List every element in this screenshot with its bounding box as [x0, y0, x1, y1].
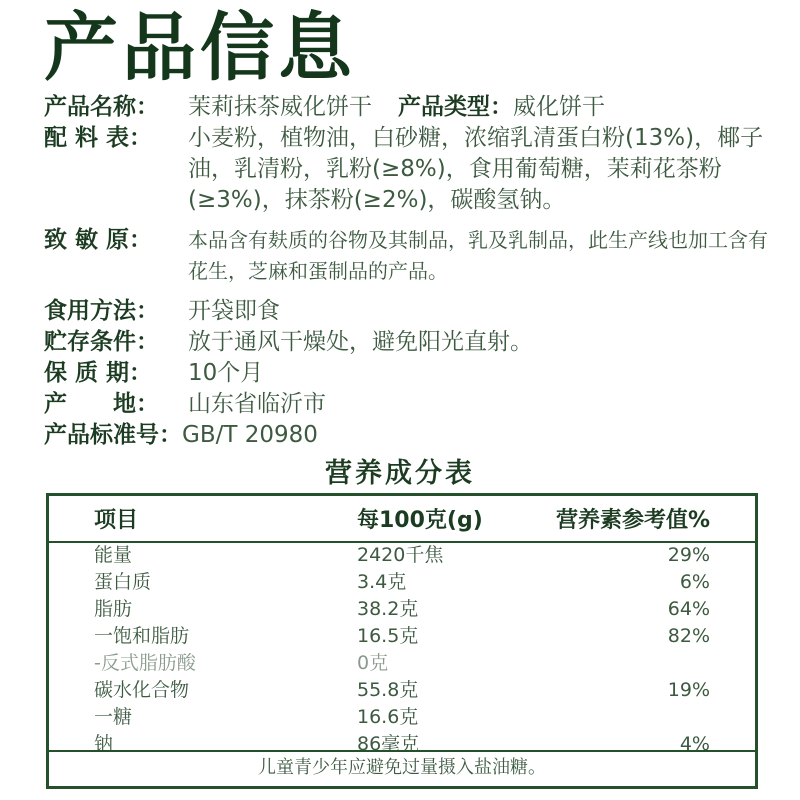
row-amount: 2420千焦: [357, 544, 444, 566]
product-name-value: 茉莉抹茶威化饼干: [188, 94, 372, 120]
row-nrv: 82%: [667, 625, 710, 647]
header-item: 项目: [94, 508, 139, 533]
ingredients-row: [44, 123, 784, 216]
row-item: 脂肪: [94, 598, 133, 620]
shelf-life-row: [44, 358, 784, 389]
usage-label: 食用方法：: [44, 298, 159, 324]
storage-row: [44, 327, 784, 358]
nutrition-footer-note: 儿童青少年应避免过量摄入盐油糖。: [49, 750, 755, 786]
row-item: 一饱和脂肪: [94, 625, 190, 647]
nutrition-table: [46, 493, 758, 789]
allergen-label: 致 敏 原：: [44, 227, 153, 253]
header-nrv: 营养素参考值%: [555, 508, 710, 533]
row-amount: 86毫克: [357, 733, 420, 755]
row-item: 碳水化合物: [94, 679, 190, 701]
row-item: 能量: [94, 544, 133, 566]
product-type-value: 威化饼干: [513, 94, 605, 120]
standard-row: [44, 420, 784, 451]
usage-row: [44, 296, 784, 327]
row-item: 钠: [94, 733, 114, 755]
allergen-value: 本品含有麸质的谷物及其制品，乳及乳制品，此生产线也加工含有花生，芝麻和蛋制品的产品。: [188, 228, 768, 283]
nutrition-title: 营养成分表: [325, 458, 475, 489]
allergen-row: [44, 225, 784, 287]
product-type-label: 产品类型：: [398, 94, 513, 120]
page-title: 产品信息: [44, 5, 356, 91]
ingredients-value: 小麦粉，植物油，白砂糖，浓缩乳清蛋白粉(13%)，椰子油，乳清粉，乳粉(≥8%)，食用葡萄糖，茉莉花茶粉(≥3%)，抹茶粉(≥2%)，碳酸氢钠。: [188, 125, 764, 213]
row-item: 一糖: [94, 706, 133, 728]
table-row: [49, 650, 755, 677]
row-nrv: 19%: [667, 679, 710, 701]
standard-label: 产品标准号：: [44, 422, 182, 448]
table-row: [49, 596, 755, 623]
shelf-life-label: 保 质 期：: [44, 360, 153, 386]
origin-label: 产 地：: [44, 391, 159, 417]
row-amount: 16.6克: [357, 706, 419, 728]
table-row: [49, 623, 755, 650]
ingredients-label: 配 料 表：: [44, 125, 153, 151]
product-name-row: [44, 92, 784, 123]
usage-value: 开袋即食: [188, 298, 280, 324]
shelf-life-value: 10个月: [188, 360, 264, 386]
nutrition-header: [49, 496, 755, 543]
row-amount: 0克: [357, 652, 389, 674]
header-per100g: 每100克(g): [357, 508, 483, 533]
product-name-label: 产品名称：: [44, 94, 159, 120]
table-row: [49, 677, 755, 704]
row-amount: 16.5克: [357, 625, 419, 647]
storage-label: 贮存条件：: [44, 329, 159, 355]
table-row: [49, 542, 755, 569]
row-amount: 55.8克: [357, 679, 419, 701]
row-amount: 3.4克: [357, 571, 407, 593]
row-item: 蛋白质: [94, 571, 152, 593]
origin-row: [44, 389, 784, 420]
row-nrv: 6%: [679, 571, 710, 593]
row-nrv: 29%: [667, 544, 710, 566]
table-row: [49, 569, 755, 596]
table-row: [49, 704, 755, 731]
product-info: [44, 92, 784, 451]
row-amount: 38.2克: [357, 598, 419, 620]
row-nrv: 4%: [679, 733, 710, 755]
row-nrv: 64%: [667, 598, 710, 620]
storage-value: 放于通风干燥处，避免阳光直射。: [188, 329, 533, 355]
row-item: -反式脂肪酸: [94, 652, 196, 674]
origin-value: 山东省临沂市: [188, 391, 326, 417]
standard-value: GB/T 20980: [182, 422, 318, 448]
